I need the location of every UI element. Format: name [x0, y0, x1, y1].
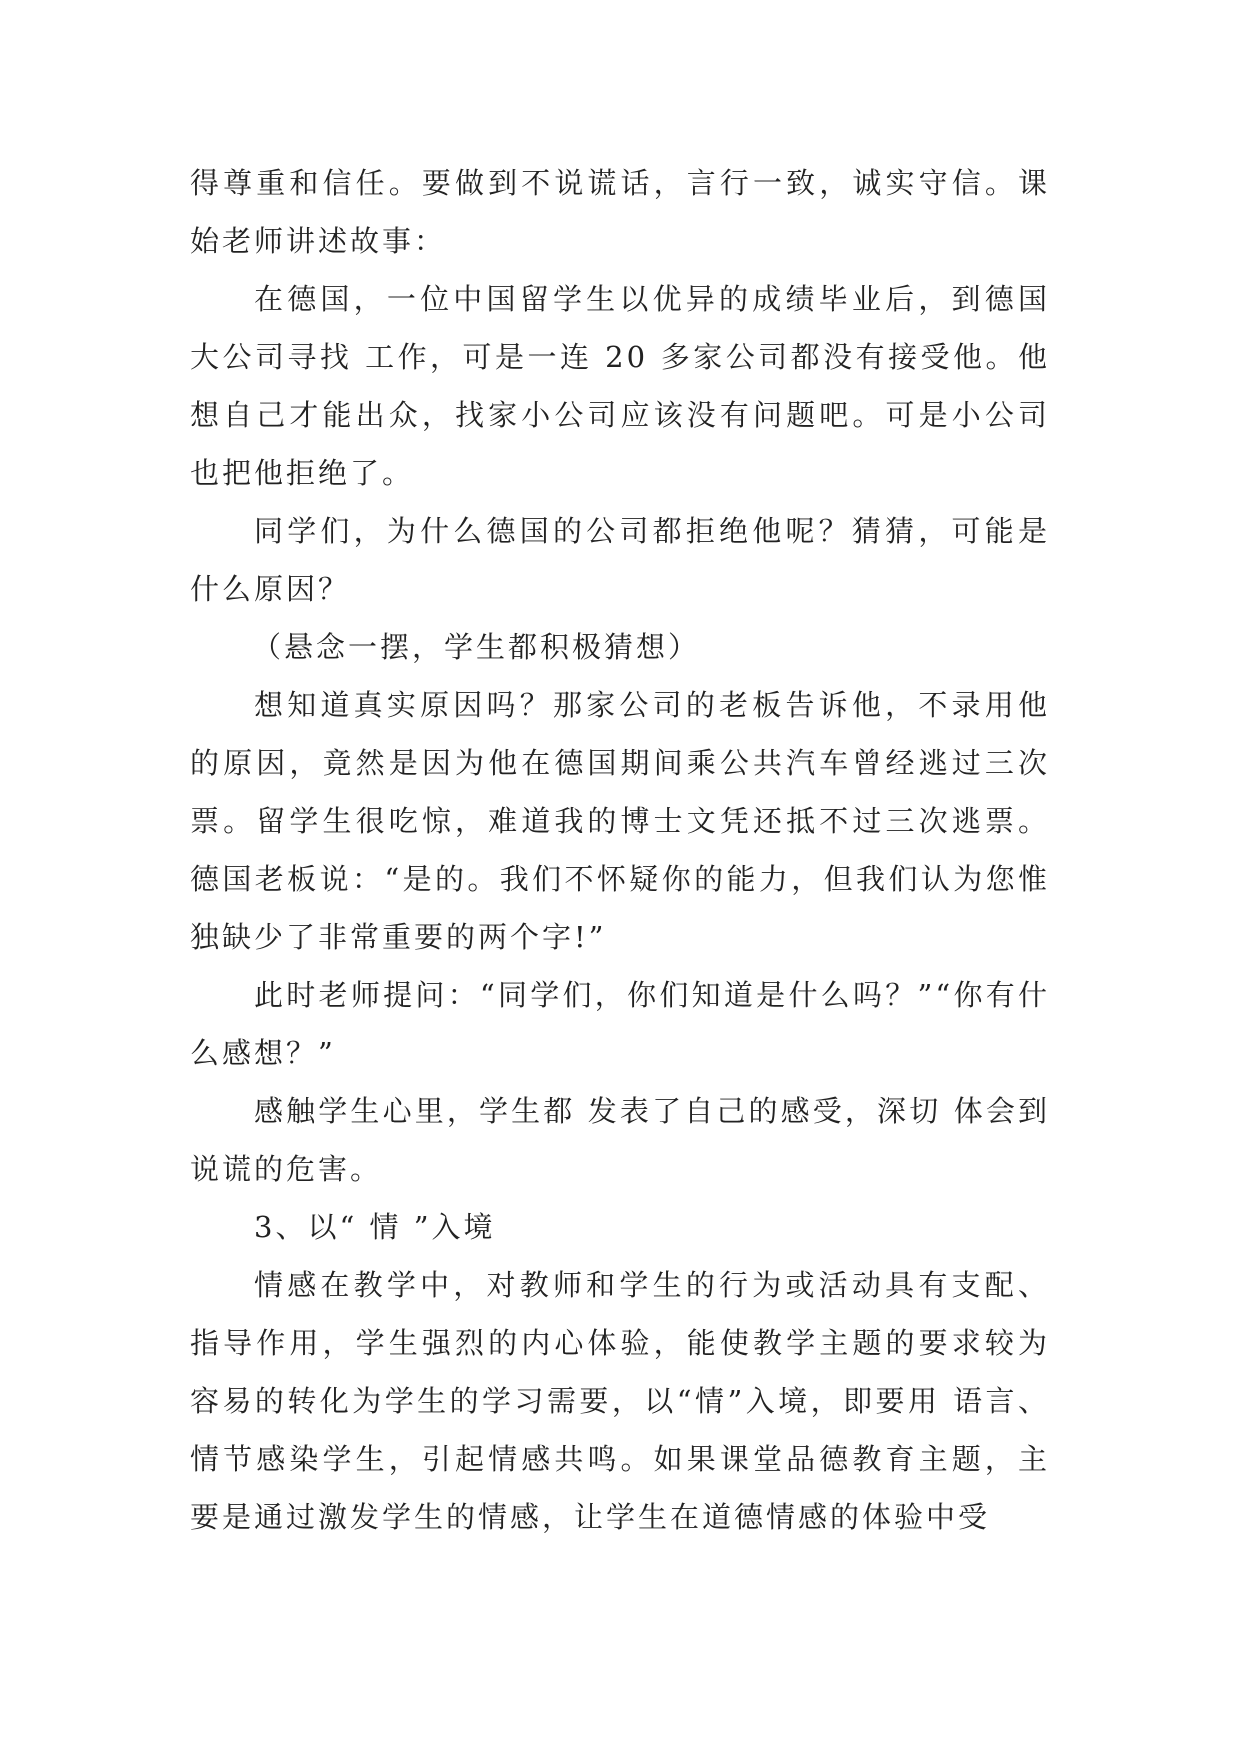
document-body	[190, 154, 1050, 1546]
paragraph-2: 在德国，一位中国留学生以优异的成绩毕业后，到德国大公司寻找 工作，可是一连 20 多家公司都没有接受他。他想自己才能出众，找家小公司应该没有问题吧。可是小公司也把他拒绝了。	[190, 282, 1050, 490]
paragraph-7: 感触学生心里，学生都 发表了自己的感受，深切 体会到说谎的危害。	[190, 1094, 1050, 1186]
section-heading-3: 3、以“ 情 ”入境	[254, 1210, 496, 1244]
paragraph-5: 想知道真实原因吗？那家公司的老板告诉他，不录用他的原因，竟然是因为他在德国期间乘公共汽车曾经逃过三次票。留学生很吃惊，难道我的博士文凭还抵不过三次逃票。德国老板说：“是的。我们不怀疑你的能力，但我们认为您惟独缺少了非常重要的两个字!”	[190, 688, 1050, 954]
paragraph-1: 得尊重和信任。要做到不说谎话，言行一致，诚实守信。课始老师讲述故事：	[190, 166, 1050, 258]
paragraph-6: 此时老师提问：“同学们，你们知道是什么吗？”“你有什么感想？”	[190, 978, 1050, 1070]
paragraph-4-aside: （悬念一摆，学生都积极猜想）	[252, 630, 701, 664]
paragraph-9: 情感在教学中，对教师和学生的行为或活动具有支配、指导作用，学生强烈的内心体验，能使教学主题的要求较为容易的转化为学生的学习需要，以“情”入境，即要用 语言、情节感染学生，引起情感共鸣。如果课堂品德教育主题，主要是通过激发学生的情感，让学生在道德情感的体验中受	[190, 1268, 1050, 1534]
paragraph-3: 同学们，为什么德国的公司都拒绝他呢？猜猜，可能是什么原因？	[190, 514, 1050, 606]
